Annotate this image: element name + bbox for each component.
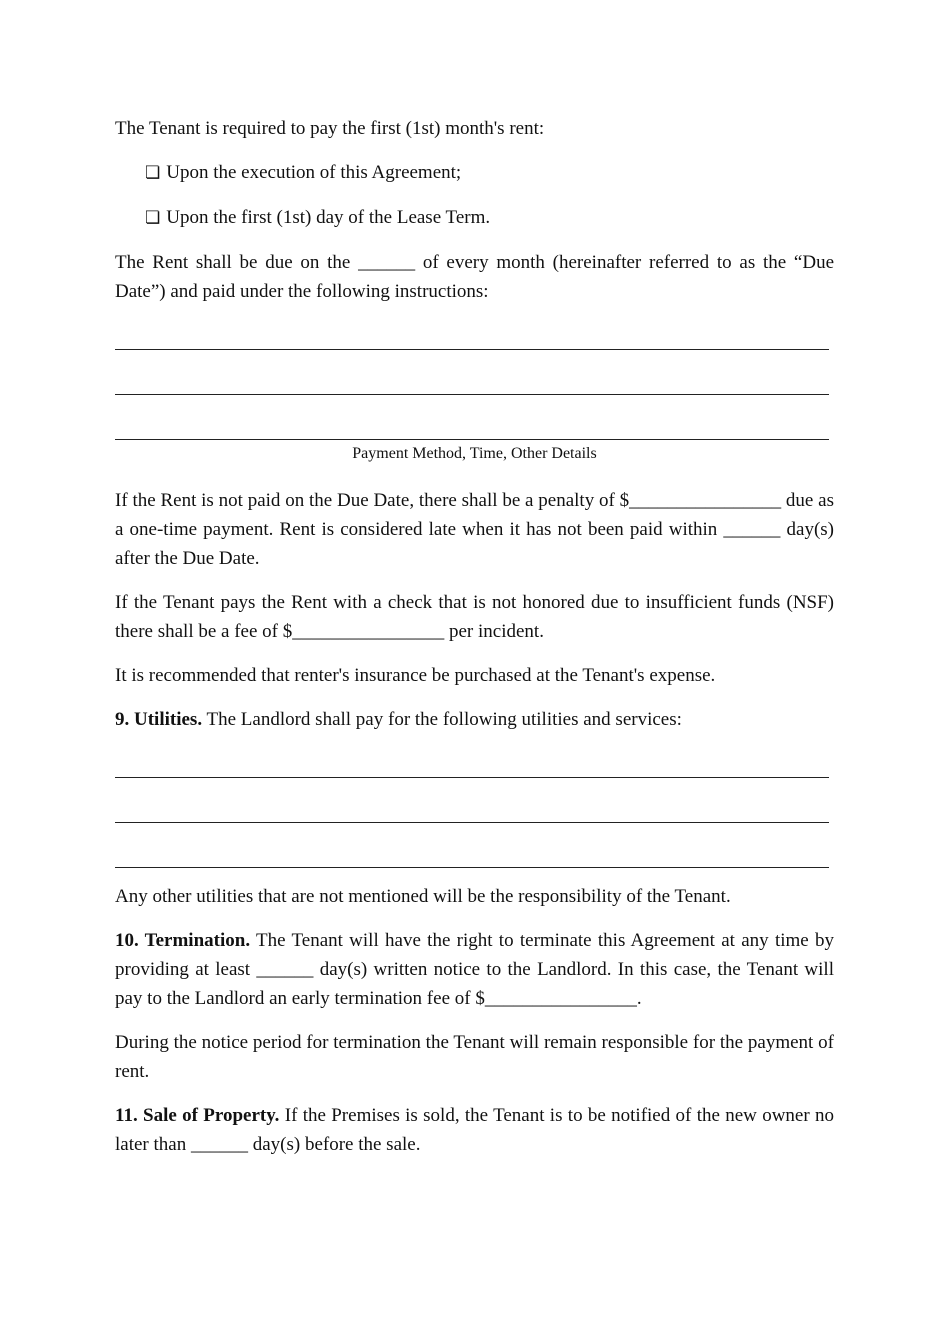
sale-text: If the Premises is sold, the Tenant is to be notified of the new owner no later than ______ day(s) before the sale. [115, 1105, 834, 1155]
payment-instructions-line[interactable] [115, 321, 829, 350]
document-page [115, 114, 834, 1174]
payment-caption: Payment Method, Time, Other Details [352, 445, 597, 462]
termination-heading: 10. Termination. [115, 930, 251, 951]
other-utilities-paragraph: Any other utilities that are not mentioned will be the responsibility of the Tenant. [115, 886, 731, 907]
termination-text: The Tenant will have the right to terminate this Agreement at any time by providing at least ______ day(s) written notice to the Landlord. In this case, the Tenant will pay to the Landlord an early termination fee of $________________. [115, 930, 834, 1009]
sale-paragraph [115, 1101, 834, 1159]
rent-intro: The Tenant is required to pay the first (1st) month's rent: [115, 118, 545, 139]
utilities-line[interactable] [115, 839, 829, 868]
sale-heading: 11. Sale of Property. [115, 1105, 280, 1126]
due-date-paragraph: The Rent shall be due on the ______ of every month (hereinafter referred to as the “Due Date”) and paid under the following instructions: [115, 252, 834, 302]
checkbox-icon[interactable]: ❏ [145, 208, 161, 228]
utilities-line[interactable] [115, 794, 829, 823]
spacer [115, 868, 834, 882]
utilities-line[interactable] [115, 749, 829, 778]
utilities-paragraph [115, 705, 834, 734]
utilities-text: The Landlord shall pay for the following utilities and services: [202, 709, 682, 730]
late-fee-paragraph: If the Rent is not paid on the Due Date, there shall be a penalty of $________________ due as a one-time payment. Rent is considered late when it has not been paid within ______ day(s) after the Due Date. [115, 490, 834, 569]
option-label: Upon the first (1st) day of the Lease Term. [166, 207, 491, 228]
payment-instructions-line[interactable] [115, 366, 829, 395]
payment-instructions-line[interactable] [115, 411, 829, 440]
nsf-fee-paragraph: If the Tenant pays the Rent with a check that is not honored due to insufficient funds (NSF) there shall be a fee of $________________ per incident. [115, 592, 834, 642]
utilities-heading: 9. Utilities. [115, 709, 203, 730]
insurance-paragraph: It is recommended that renter's insurance be purchased at the Tenant's expense. [115, 665, 716, 686]
termination-paragraph [115, 926, 834, 1013]
option-label: Upon the execution of this Agreement; [166, 162, 462, 183]
option-execution[interactable] [145, 158, 834, 188]
checkbox-icon[interactable]: ❏ [145, 163, 161, 183]
notice-period-paragraph: During the notice period for termination the Tenant will remain responsible for the payment of rent. [115, 1032, 834, 1082]
option-first-day[interactable] [145, 203, 834, 233]
